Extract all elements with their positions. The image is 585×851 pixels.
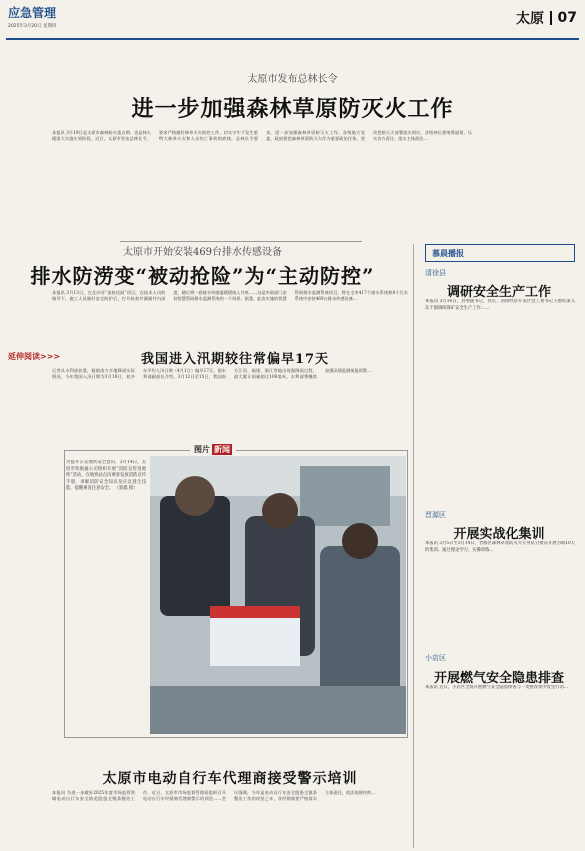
location-2: 晋源区	[425, 511, 446, 519]
photo-caption	[66, 460, 146, 730]
right-headline-3: 开展燃气安全隐患排查	[433, 671, 564, 686]
article1-body: 本报讯 3月19日是太原市森林防火重点期，也是林火精准大实施实到阶段。近日，太原市发布总林长令，要求严格做好林草火灾防控工作，切实守牢不发生重特大林草火灾和人员伤亡事故的底线。总林长令要求，进一步加强森林草原防灭火工作。各级地方党委、政府要把森林草原防灭火作为重要政治任务，坚决把防灭火部署落实到位，各级林长要统筹谋划，压实各方责任，落实主体责任...	[52, 130, 472, 142]
related-reading-label: 延伸阅读>>>	[8, 352, 61, 361]
page-header-left	[8, 4, 56, 29]
article2-rule	[120, 241, 362, 242]
header-rule	[6, 38, 579, 40]
page-number: 07	[557, 10, 577, 26]
page-header-right	[516, 8, 577, 28]
news-photo	[150, 456, 406, 734]
location-1: 清徐县	[425, 269, 446, 277]
photo-illustration	[150, 456, 406, 734]
right-body-3: 本报讯 近日，小店区全面开展燃气安全隐患排查与一类整改集中攻坚行动...	[425, 685, 568, 690]
article1-kicker: 太原市发布总林长令	[247, 74, 338, 85]
article2-headline: 排水防涝变“被动抢险”为“主动防控”	[30, 264, 375, 288]
header-divider	[550, 11, 552, 25]
right-body-2: 本报讯 3月5日至3月14日，晋源区森林草原防灭火专业队分批次开展为期10天的集训。通过理论学习、实操训练...	[425, 541, 575, 553]
city-name: 太原	[516, 11, 545, 27]
column-divider	[413, 244, 414, 848]
right-headline-1: 调研安全生产工作	[446, 285, 551, 300]
right-body-1: 本报讯 3月16日，县委副书记、县长、清徐经济开发区党工委书记王德旺深入东于镇调研煤矿安全生产工作……	[425, 299, 575, 311]
right-column-logo	[425, 244, 575, 262]
photo-news-label	[190, 442, 236, 456]
photo-label-text: 图片	[194, 444, 210, 454]
article2-body: 本报讯 3月13日，在北沙河“金桂佳园”项目，在技术人员的指导下，施工人员做好安全防护后，打开检查井测量井内深度，随后将一套排水传感器缓缓放入井底……这是市政部门安装智慧管网排水监测系统的一个场景。据悉，此次实施的智慧管网排水监测系统项目，将在全市417个排水系统和8个污水系统中安装469台排水传感设备...	[52, 290, 408, 302]
issue-date: 2025年3月20日 星期四	[8, 24, 57, 29]
photo-caption-text: 为提升公众地铁安全意识，3月14日，太原市铁航通公司组织开展“消防宣传进地铁”活动，在地铁站点向乘客发放消防宣传手册，讲解消防安全知识及应急逃生技能，提醒乘客注意安全。	[66, 460, 146, 492]
article1-headline: 进一步加强森林草原防灭火工作	[131, 96, 454, 122]
article3-headline: 我国进入汛期较往常偏早17天	[140, 352, 330, 367]
column-logo-text: 慕晨播报	[432, 248, 464, 258]
photo-label-news: 新闻	[214, 444, 230, 454]
location-3: 小店区	[425, 654, 446, 662]
article3-body: 记者从水利部获悉，根据南方多地降雨实际情况，今年我国入汛日期为3月18日，较多年平均入汛日期（4月1日）偏早17天。据水利部副部长介绍，3月12日至15日，我国南方江西、福建、浙江等地出现强降雨过程，最大累计雨量超过100毫米，水利部将继续加强汛情监测预报预警...	[52, 368, 371, 380]
right-headline-2: 开展实战化集训	[453, 527, 545, 542]
article2-kicker: 太原市开始安装469台排水传感设备	[122, 247, 283, 258]
article4-body: 本报讯 为进一步做好2025年度市场监管领域电动自行车安全防范隐患全链条整治工作，近日，太原市市场监督管理局组织召开电动自行车经销商代理商警示培训会……会议强调，今年是电动自行车安全隐患全链条整治工作的攻坚之年，各经销商要严格落实主体责任，依法依规经营...	[52, 790, 376, 802]
photo-credit: （郭鑫 摄）	[114, 486, 138, 492]
section-title: 应急管理	[8, 6, 57, 20]
article4-headline: 太原市电动自行车代理商接受警示培训	[102, 771, 358, 787]
